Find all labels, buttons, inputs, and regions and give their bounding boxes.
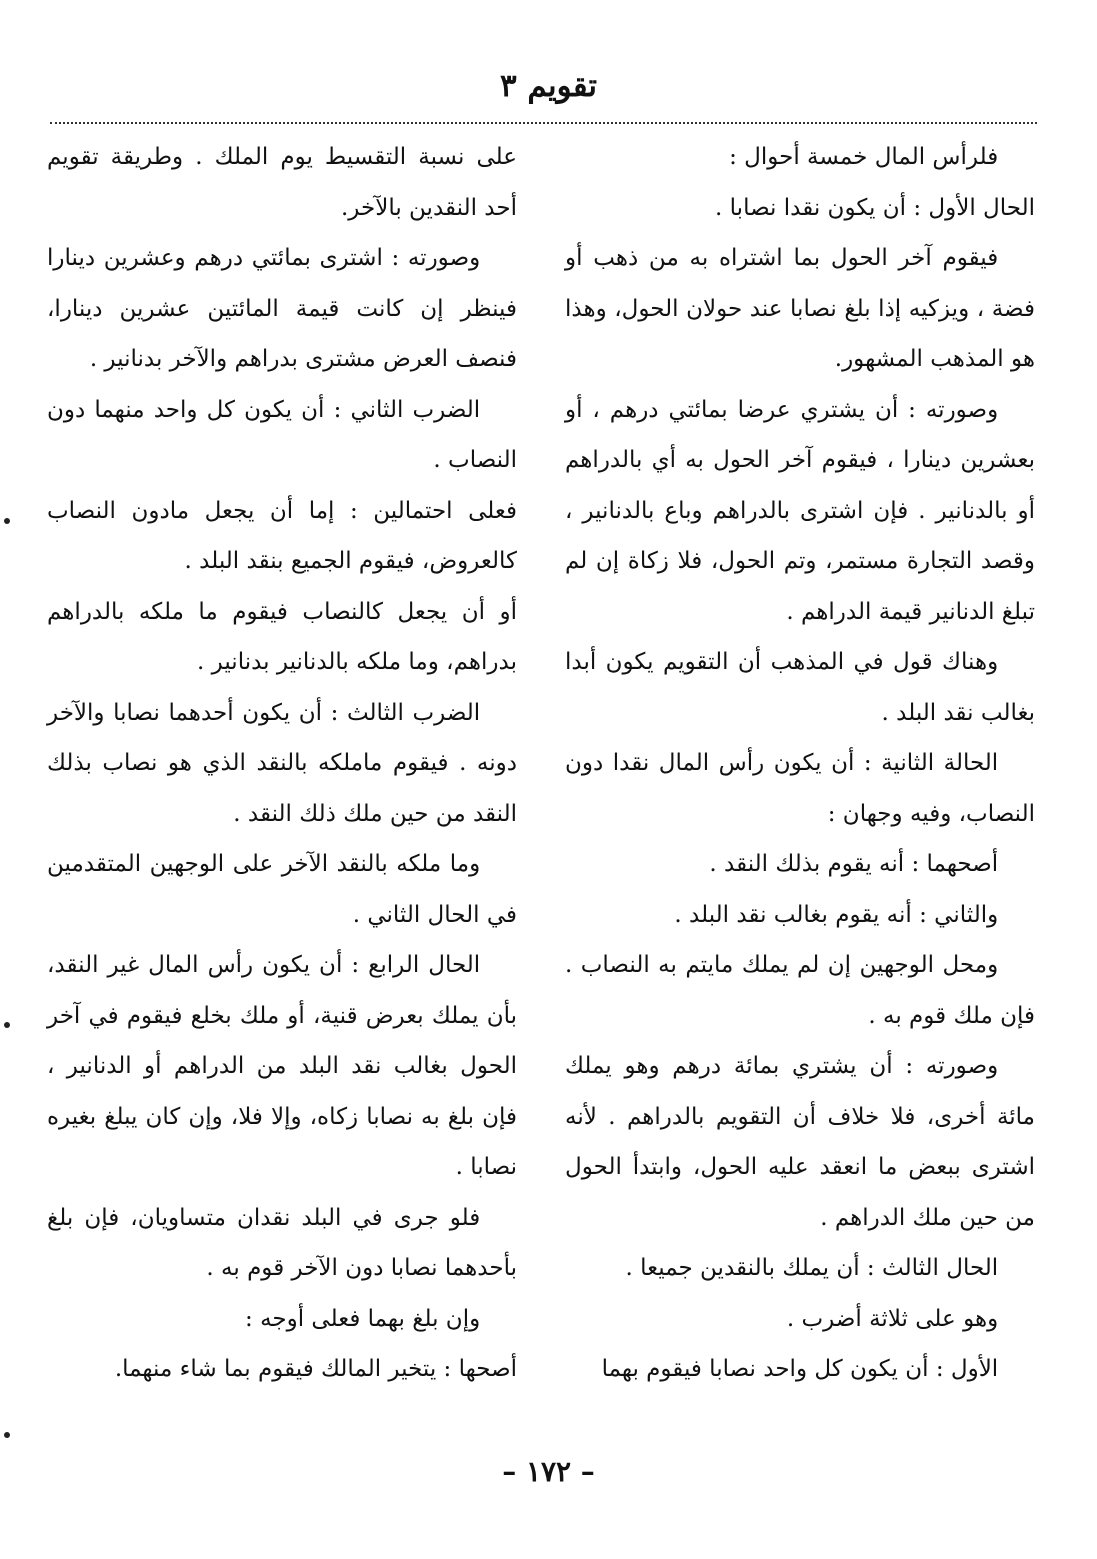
paragraph: الضرب الثالث : أن يكون أحدهما نصابا والآخر دونه . فيقوم ماملكه بالنقد الذي هو نصاب بذلك النقد من حين ملك ذلك النقد . bbox=[47, 699, 517, 827]
right-column bbox=[565, 132, 1035, 1395]
margin-dot bbox=[4, 1432, 10, 1438]
paragraph: الحالة الثانية : أن يكون رأس المال نقدا دون النصاب، وفيه وجهان : bbox=[565, 750, 1035, 827]
paragraph: والثاني : أنه يقوم بغالب نقد البلد . bbox=[674, 901, 999, 928]
margin-dot bbox=[4, 1022, 10, 1028]
left-column bbox=[47, 132, 517, 1395]
paragraph: فعلى احتمالين : إما أن يجعل مادون النصاب كالعروض، فيقوم الجميع بنقد البلد . bbox=[47, 497, 517, 574]
paragraph: الحال الثالث : أن يملك بالنقدين جميعا . bbox=[625, 1255, 999, 1281]
paragraph: وإن بلغ بهما فعلى أوجه : bbox=[245, 1305, 481, 1332]
paragraph: الحال الرابع : أن يكون رأس المال غير النقد، بأن يملك بعرض قنية، أو ملك بخلع فيقوم في آخر الحول بغالب نقد البلد من الدراهم أو الدنانير ، فإن بلغ به نصابا زكاه، وإلا فلا، وإن كان يبلغ بغيره نصابا . bbox=[47, 952, 517, 1180]
paragraph: وصورته : أن يشتري بمائة درهم وهو يملك مائة أخرى، فلا خلاف أن التقويم بالدراهم . لأنه اشترى ببعض ما انعقد عليه الحول، وابتدأ الحول من حين ملك الدراهم . bbox=[565, 1053, 1035, 1231]
paragraph: أصحها : يتخير المالك فيقوم بما شاء منهما. bbox=[114, 1356, 517, 1382]
paragraph: الضرب الثاني : أن يكون كل واحد منهما دون النصاب . bbox=[47, 396, 517, 473]
paragraph: الحال الأول : أن يكون نقدا نصابا . bbox=[715, 194, 1035, 221]
margin-dot bbox=[4, 518, 10, 524]
paragraph: أصحهما : أنه يقوم بذلك النقد . bbox=[709, 851, 999, 877]
paragraph: ومحل الوجهين إن لم يملك مايتم به النصاب . فإن ملك قوم به . bbox=[565, 952, 1035, 1029]
header-dotted-rule bbox=[50, 122, 1037, 124]
page-number: – ١٧٢ – bbox=[502, 1455, 595, 1488]
page-header-title: تقويم ٣ bbox=[499, 68, 598, 104]
paragraph: فلرأس المال خمسة أحوال : bbox=[729, 144, 999, 170]
paragraph: وهناك قول في المذهب أن التقويم يكون أبدا بغالب نقد البلد . bbox=[565, 649, 1035, 726]
paragraph: فيقوم آخر الحول بما اشتراه به من ذهب أو فضة ، ويزكيه إذا بلغ نصابا عند حولان الحول، وهذا هو المذهب المشهور. bbox=[565, 245, 1035, 372]
paragraph: وصورته : أن يشتري عرضا بمائتي درهم ، أو بعشرين دينارا ، فيقوم آخر الحول به أي بالدراهم أو بالدنانير . فإن اشترى بالدراهم وباع بالدنانير ، وقصد التجارة مستمر، وتم الحول، فلا زكاة إن لم تبلغ الدنانير قيمة الدراهم . bbox=[565, 396, 1035, 625]
paragraph: وصورته : اشترى بمائتي درهم وعشرين دينارا فينظر إن كانت قيمة المائتين عشرين دينارا، فنصف العرض مشترى بدراهم والآخر بدنانير . bbox=[47, 245, 517, 372]
paragraph: وهو على ثلاثة أضرب . bbox=[786, 1305, 999, 1332]
paragraph: الأول : أن يكون كل واحد نصابا فيقوم بهما bbox=[601, 1356, 999, 1382]
paragraph: فلو جرى في البلد نقدان متساويان، فإن بلغ بأحدهما نصابا دون الآخر قوم به . bbox=[47, 1204, 517, 1281]
paragraph: أو أن يجعل كالنصاب فيقوم ما ملكه بالدراهم بدراهم، وما ملكه بالدنانير بدنانير . bbox=[47, 598, 517, 675]
paragraph: وما ملكه بالنقد الآخر على الوجهين المتقدمين في الحال الثاني . bbox=[47, 851, 517, 928]
paragraph: على نسبة التقسيط يوم الملك . وطريقة تقويم أحد النقدين بالآخر. bbox=[47, 144, 517, 221]
